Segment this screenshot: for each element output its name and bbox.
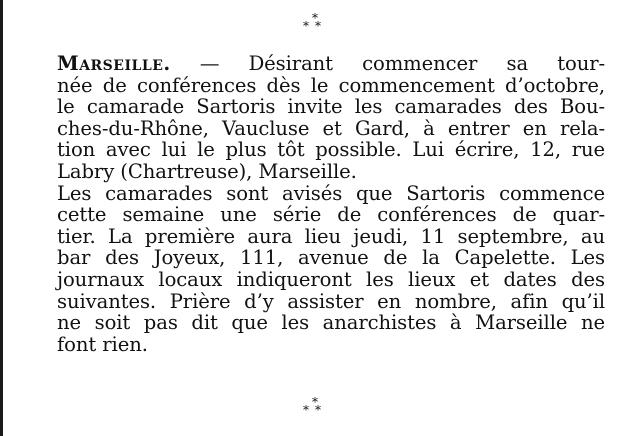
article-line: le camarade Sartoris invite les camarades des Bou- — [57, 95, 605, 119]
article-line: bar des Joyeux, 111, avenue de la Capelette. Les — [57, 246, 605, 270]
asterism-ornament-bottom — [303, 395, 327, 417]
asterism-star: * — [312, 11, 318, 25]
article-line: ne soit pas dit que les anarchistes à Marseille ne — [57, 311, 605, 335]
article-line: ches-du-Rhône, Vaucluse et Gard, à entrer en rela- — [57, 116, 605, 140]
article-line: Labry (Chartreuse), Marseille. — [57, 159, 357, 183]
article-line: journaux locaux indiqueront les lieux et dates des — [57, 267, 605, 291]
article-dateline-city: Marseille. — [57, 52, 171, 75]
asterism-star: * — [312, 395, 318, 409]
article-line: suivantes. Prière d’y assister en nombre, afin qu’il — [57, 289, 605, 313]
asterism-star-pair: ** — [303, 403, 327, 417]
article-line: Marseille. — Désirant commencer sa tour- — [57, 52, 605, 75]
news-article — [57, 53, 605, 355]
article-line: cette semaine une série de conférences de quar- — [57, 203, 605, 227]
article-line: tier. La première aura lieu jeudi, 11 septembre, au — [57, 224, 605, 248]
article-line: font rien. — [57, 332, 148, 356]
asterism-ornament-top — [303, 11, 327, 33]
article-line: Les camarades sont avisés que Sartoris commence — [57, 181, 605, 205]
article-line: tion avec lui le plus tôt possible. Lui écrire, 12, rue — [57, 138, 605, 162]
asterism-star-pair: ** — [303, 19, 327, 33]
article-line: née de conférences dès le commencement d’octobre, — [57, 73, 605, 97]
column-rule — [0, 0, 3, 436]
